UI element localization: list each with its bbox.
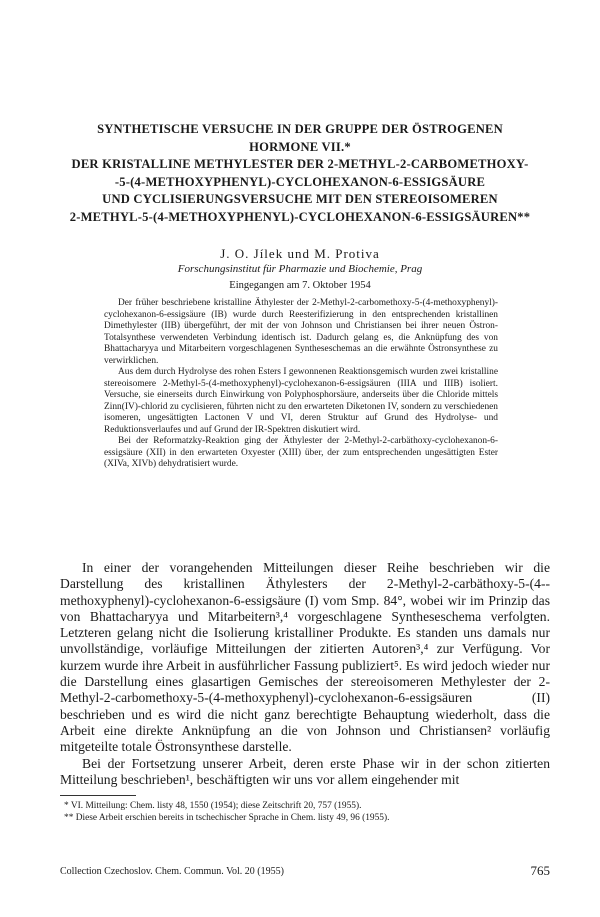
abstract-paragraph: Aus dem durch Hydrolyse des rohen Esters I gewonnenen Reaktionsgemisch wurden zwei kristalline stereoisomere 2-Methyl-5-(4-methoxyphenyl)-cyclohexanon-6-essigsäuren (IIIA und IIIB) isoliert. Versuche, sie einerseits durch Einwirkung von Polyphosphorsäure, anderseits über die Chloride mittels Zinn(IV)-chlorid zu cyclisieren, führten nicht zu den erwarteten Diketonen IV, sondern zu verschiedenen isomeren, ungesättigten Lactonen V und VI, deren Struktur auf Grund des Hydrolyse- und Reduktionsverlaufes und auf Grund der IR-Spektren diskutiert wird. [104, 367, 498, 435]
abstract [104, 298, 498, 471]
footnote: ** Diese Arbeit erschien bereits in tschechischer Sprache in Chem. listy 49, 96 (1955). [64, 813, 390, 823]
abstract-paragraph: Bei der Reformatzky-Reaktion ging der Äthylester der 2-Methyl-2-carbäthoxy-cyclohexanon-6-essigsäure (XII) in den erwarteten Oxyester (XIII) über, der zum entsprechenden ungesättigten Ester (XIVa, XIVb) dehydratisiert wurde. [104, 436, 498, 469]
title-line: HORMONE VII.* [249, 139, 351, 154]
page-number: 765 [530, 863, 550, 878]
title-line: UND CYCLISIERUNGSVERSUCHE MIT DEN STEREOISOMEREN [102, 192, 498, 206]
title-line: SYNTHETISCHE VERSUCHE IN DER GRUPPE DER ÖSTROGENEN [97, 122, 503, 136]
body-paragraph: Bei der Fortsetzung unserer Arbeit, deren erste Phase wir in der schon zitierten Mitteilung beschrieben¹, beschäftigten wir uns vor allem eingehender mit [60, 755, 550, 787]
affiliation: Forschungsinstitut für Pharmazie und Biochemie, Prag [177, 263, 423, 275]
footnotes [64, 800, 550, 824]
abstract-paragraph: Der früher beschriebene kristalline Äthylester der 2-Methyl-2-carbomethoxy-5-(4-methoxyphenyl)-cyclohexanon-6-essigsäure (IB) wurde durch Reesterifizierung in den entsprechenden kristallinen Dimethylester (IIB) übergeführt, der mit der von Johnson und Christiansen bei ihrer neuen Östron-Totalsynthese verwendeten Verbindung identisch ist. Dadurch gelang es, die Anknüpfung des von Bhattacharyya und Mitarbeitern vorgeschlagenen Syntheseschemas an die erwähnte Östronsynthese zu verwirklichen. [104, 298, 498, 366]
article-title [60, 121, 540, 226]
title-line: DER KRISTALLINE METHYLESTER DER 2-METHYL-2-CARBOMETHOXY- [71, 157, 529, 171]
title-line: -5-(4-METHOXYPHENYL)-CYCLOHEXANON-6-ESSIGSÄURE [114, 174, 486, 189]
body-paragraph: In einer der vorangehenden Mitteilungen dieser Reihe beschrieben wir die Darstellung des kristallinen Äthylesters der 2-Methyl-2-carbäthoxy-5-(4--methoxyphenyl)-cyclohexanon-6-essigsäure (I) vom Smp. 84°, wobei wir im Prinzip das von Bhattacharyya und Mitarbeitern³,⁴ vorgeschlagene Syntheseschema verfolgten. Letzteren gelang nicht die Isolierung kristalliner Produkte. Es standen uns damals nur unvollständige, vorläufige Mitteilungen der zitierten Autoren³,⁴ zur Verfügung. Vor kurzem wurde ihre Arbeit in ausführlicher Fassung publiziert⁵. Es wird jedoch wieder nur die Darstellung eines glasartigen Gemisches der stereoisomeren Methylester der 2-Methyl-2-carbomethoxy-5-(4-methoxyphenyl)-cyclohexanon-6-essigsäuren (II) beschrieben und es wird die nicht ganz berechtigte Behauptung wiederholt, dass die Arbeit eine direkte Anknüpfung an die von Johnson und Christiansen² vorläufig mitgeteilte totale Östronsynthese darstelle. [60, 560, 550, 755]
footnote-rule [60, 795, 136, 796]
main-text [60, 560, 550, 788]
authors: J. O. Jílek und M. Protiva [220, 246, 380, 261]
footnote: * VI. Mitteilung: Chem. listy 48, 1550 (1954); diese Zeitschrift 20, 757 (1955). [64, 801, 362, 811]
title-line: 2-METHYL-5-(4-METHOXYPHENYL)-CYCLOHEXANON-6-ESSIGSÄUREN** [69, 209, 531, 224]
received-date: Eingegangen am 7. Oktober 1954 [229, 280, 371, 291]
journal-citation: Collection Czechoslov. Chem. Commun. Vol. 20 (1955) [60, 866, 284, 877]
